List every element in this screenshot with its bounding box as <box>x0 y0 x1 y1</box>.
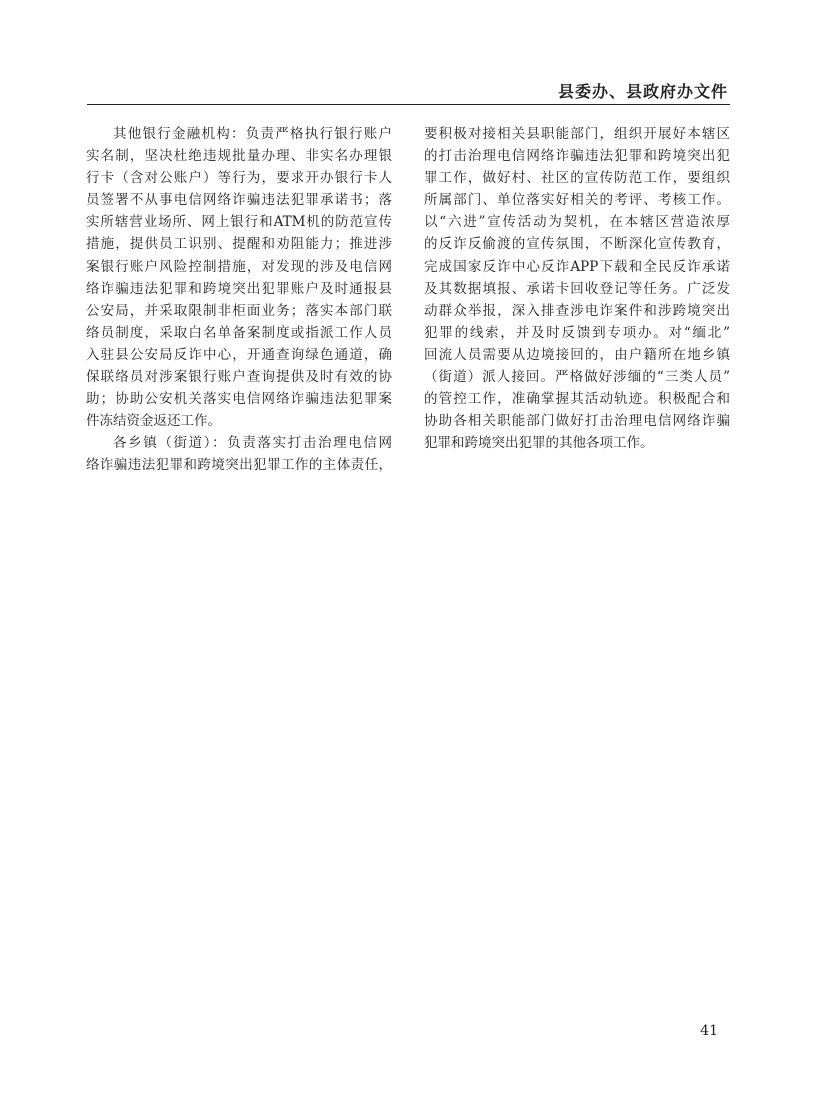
left-text-column <box>86 123 392 477</box>
text-line: 要积极对接相关县职能部门，组织开展好本辖区 <box>424 126 730 142</box>
text-line: 保联络员对涉案银行账户查询提供及时有效的协 <box>86 369 392 386</box>
header-divider <box>87 104 730 105</box>
page-number: 41 <box>700 1023 718 1039</box>
text-line: 助；协助公安机关落实电信网络诈骗违法犯罪案 <box>86 391 392 408</box>
text-line: 协助各相关职能部门做好打击治理电信网络诈骗 <box>424 413 730 430</box>
text-line: 件冻结资金返还工作。 <box>86 413 221 430</box>
text-line: 及其数据填报、承诺卡回收登记等任务。广泛发 <box>424 280 730 297</box>
text-line: 罪工作，做好村、社区的宣传防范工作，要组织 <box>424 170 730 187</box>
text-line: 行卡（含对公账户）等行为，要求开办银行卡人 <box>86 170 392 187</box>
right-text-column <box>424 123 730 454</box>
text-line: 以“六进”宣传活动为契机，在本辖区营造浓厚 <box>424 214 730 231</box>
text-line: 其他银行金融机构：负责严格执行银行账户 <box>113 126 392 142</box>
text-line: 动群众举报，深入排查涉电诈案件和涉跨境突出 <box>424 302 730 319</box>
text-line: 员签署不从事电信网络诈骗违法犯罪承诺书；落 <box>86 192 392 209</box>
text-line: 案银行账户风险控制措施，对发现的涉及电信网 <box>86 258 392 275</box>
text-line: 络诈骗违法犯罪和跨境突出犯罪工作的主体责任， <box>86 457 392 474</box>
text-line: 实所辖营业场所、网上银行和ATM机的防范宣传 <box>86 214 392 231</box>
text-line: 措施，提供员工识别、提醒和劝阻能力；推进涉 <box>86 236 392 253</box>
text-line: 络诈骗违法犯罪和跨境突出犯罪账户及时通报县 <box>86 280 392 297</box>
text-line: （街道）派人接回。严格做好涉缅的“三类人员” <box>424 369 730 386</box>
text-line: 的打击治理电信网络诈骗违法犯罪和跨境突出犯 <box>424 148 730 165</box>
text-line: 各乡镇（街道）：负责落实打击治理电信网 <box>113 435 392 452</box>
running-header-title: 县委办、县政府办文件 <box>557 82 728 101</box>
text-line: 完成国家反诈中心反诈APP下载和全民反诈承诺 <box>424 258 730 275</box>
text-line: 犯罪的线索，并及时反馈到专项办。对“缅北” <box>424 324 730 341</box>
text-line: 实名制，坚决杜绝违规批量办理、非实名办理银 <box>86 148 392 165</box>
text-line: 回流人员需要从边境接回的，由户籍所在地乡镇 <box>424 346 730 363</box>
text-line: 入驻县公安局反诈中心，开通查询绿色通道，确 <box>86 346 392 363</box>
text-line: 的管控工作，准确掌握其活动轨迹。积极配合和 <box>424 391 730 408</box>
text-line: 络员制度，采取白名单备案制度或指派工作人员 <box>86 324 392 341</box>
text-line: 的反诈反偷渡的宣传氛围，不断深化宣传教育， <box>424 236 730 253</box>
text-line: 公安局，并采取限制非柜面业务；落实本部门联 <box>86 302 392 319</box>
text-line: 犯罪和跨境突出犯罪的其他各项工作。 <box>424 435 654 452</box>
text-line: 所属部门、单位落实好相关的考评、考核工作。 <box>424 192 730 209</box>
